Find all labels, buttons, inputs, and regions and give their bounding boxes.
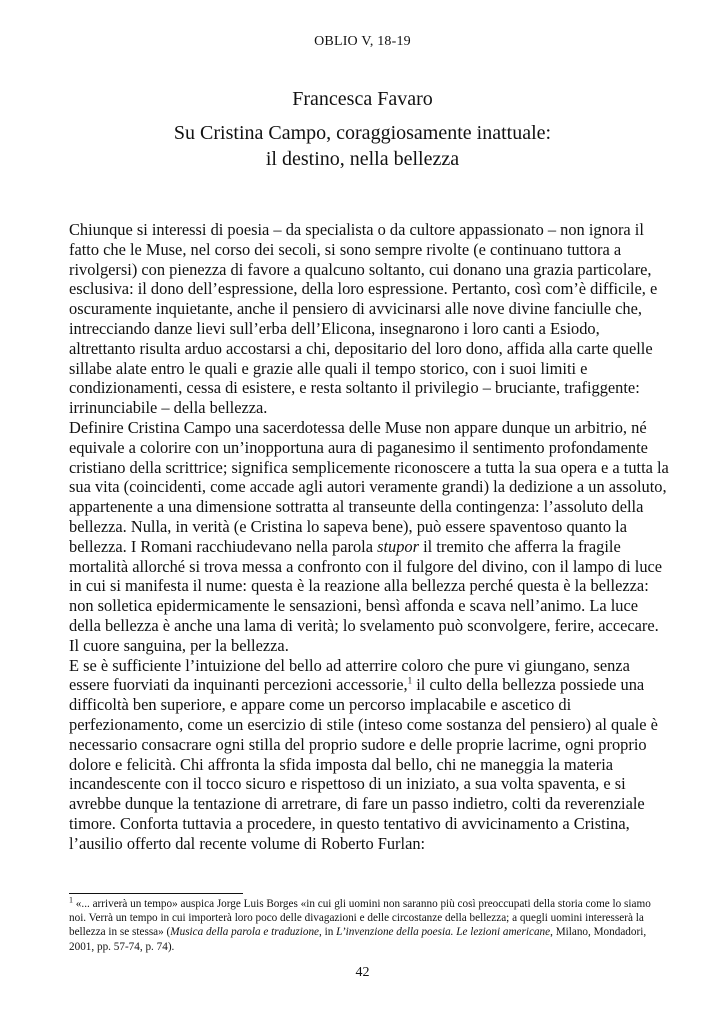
- paragraph-3: [69, 656, 669, 854]
- footnote-reference[interactable]: 1: [407, 675, 413, 686]
- page-number: 42: [355, 965, 370, 980]
- title-line-2: il destino, nella bellezza: [265, 148, 460, 170]
- italic-term-stupor: stupor: [377, 536, 419, 556]
- journal-header: OBLIO V, 18-19: [314, 34, 411, 49]
- paragraph-2: [69, 418, 669, 656]
- paragraph-1: Chiunque si interessi di poesia – da specialista o da cultore appassionato – non ignora il fatto che le Muse, nel corso dei secoli, si sono sempre rivolte (e continuano tuttora a rivolgersi) con pienezza di favore a qualcuno soltanto, cui donano una grazia particolare, esclusiva: il dono dell’espressione, della loro espressione. Pertanto, così com’è difficile, e oscuramente inquietante, anche il pensiero di avvicinarsi alle nove divine fanciulle che, intrecciando danze lievi sull’erba dell’Elicona, insegnarono i loro canti a Esiodo, altrettanto risulta arduo accostarsi a chi, depositario del loro dono, affida alla carte quelle sillabe alate entro le quali e grazie alle quali il tempo storico, con i suoi limiti e condizionamenti, cessa di esistere, e resta soltanto il privilegio – bruciante, trafiggente: irrinunciabile – della bellezza.: [69, 220, 658, 418]
- footnote-text-c: , Milano, Mondadori, 2001, pp. 57-74, p. 74).: [69, 926, 647, 953]
- footnote-number: 1: [69, 895, 73, 905]
- paragraph-2-text-b: il tremito che afferra la fragile mortalità allorché si trova messa a confronto con il fulgore del divino, con il lampo di luce in cui si manifesta il nume: questa è la reazione alla bellezza perché questa è la bellezza: non solletica epidermicamente le sensazioni, bensì affonda e scava nell’animo. La luce della bellezza è anche una lama di verità; lo svelamento può sconvolgere, ferire, accecare. Il cuore sanguina, per la bellezza.: [69, 536, 663, 655]
- article-body: [69, 220, 669, 854]
- footnote-italic-title-1: Musica della parola e traduzione: [170, 926, 320, 939]
- article-title: [0, 120, 725, 172]
- title-line-1: Su Cristina Campo, coraggiosamente inattuale:: [173, 122, 552, 144]
- footnote-text-a: «... arriverà un tempo» auspica Jorge Luis Borges «in cui gli uomini non saranno più così preoccupati della storia come lo siamo noi. Verrà un tempo in cui importerà loro poco delle divagazioni e delle circostanze della bellezza; a quegli uomini interesserà la bellezza in se stessa» (: [69, 898, 651, 939]
- footnote-text-b: , in: [319, 926, 337, 939]
- paragraph-2-text-a: Definire Cristina Campo una sacerdotessa delle Muse non appare dunque un arbitrio, né equivale a colorire con un’inopportuna aura di paganesimo il sentimento profondamente cristiano della scrittrice; significa semplicemente riconoscere a tutta la sua opera e a tutta la sua vita (coincidenti, come accade agli autori veramente grandi) la dedizione a un assoluto, appartenente a una dimensione sottratta al transeunte della contingenza: l’assoluto della bellezza. Nulla, in verità (e Cristina lo sapeva bene), può essere spaventoso quanto la bellezza. I Romani racchiudevano nella parola: [69, 417, 669, 556]
- footnote: [69, 897, 669, 954]
- paragraph-3-text-a: E se è sufficiente l’intuizione del bello ad atterrire coloro che pure vi giungano, senza essere fuorviati da inquinanti percezioni accessorie,: [69, 655, 630, 695]
- footnote-divider: [69, 893, 243, 894]
- footnote-italic-title-2: L’invenzione della poesia. Le lezioni americane: [336, 926, 551, 939]
- article-author: Francesca Favaro: [292, 88, 433, 110]
- paragraph-3-text-b: il culto della bellezza possiede una difficoltà ben superiore, e appare come un percorso implacabile e ascetico di perfezionamento, come un esercizio di stile (inteso come sostanza del pensiero) al quale è necessario consacrare ogni stilla del proprio sudore e delle proprie lacrime, ogni proprio dolore e felicità. Chi affronta la sfida imposta dal bello, chi ne maneggia la materia incandescente con il tocco sicuro e rispettoso di un iniziato, a sua volta spaventa, e si avrebbe dunque la tentazione di arretrare, di fare un passo indietro, colti da reverenziale timore. Conforta tuttavia a procedere, in questo tentativo di avvicinamento a Cristina, l’ausilio offerto dal recente volume di Roberto Furlan:: [69, 675, 658, 853]
